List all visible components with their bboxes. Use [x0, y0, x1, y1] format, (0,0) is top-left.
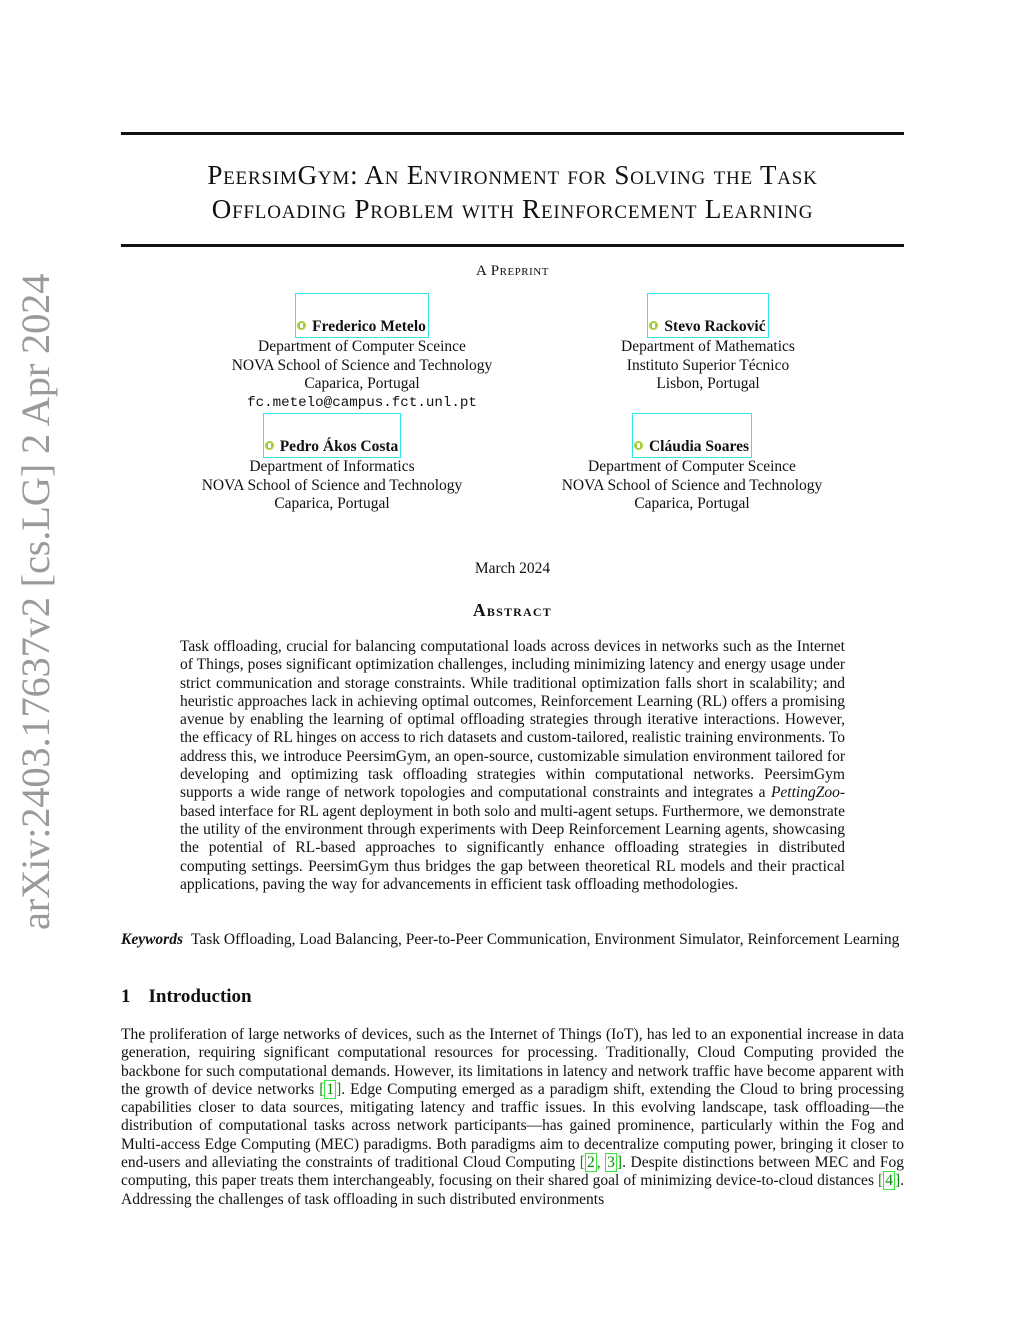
author-block [162, 438, 502, 514]
author-name-link[interactable] [632, 413, 752, 458]
section-title: Introduction [148, 986, 252, 1007]
author-institution: NOVA School of Science and Technology [561, 476, 823, 494]
title-line-1: PeersimGym: An Environment for Solving the Task [207, 160, 818, 190]
author-name: Stevo Racković [664, 318, 766, 335]
intro-text: . Despite distinctions between MEC and Fog computing, this paper treats them interchangeably, focusing on their shared goal of minimizing device-to-cloud distances [121, 1154, 904, 1190]
citation-separator: , [596, 1154, 606, 1172]
citation-bracket: [ 4 ] [878, 1172, 901, 1190]
author-location: Caparica, Portugal [634, 495, 750, 513]
orcid-icon[interactable] [634, 441, 643, 450]
abstract-heading: Abstract [473, 600, 552, 620]
citation-bracket: [ 1 ] [319, 1080, 342, 1098]
author-location: Caparica, Portugal [274, 495, 390, 513]
author-name-link[interactable] [295, 293, 429, 338]
intro-text: . Edge Computing emerged as a paradigm shift, extending the Cloud to bring processing capabilities closer to data sources, mitigating latency and traffic issues. In this evolving landscape, task offloading—the distribution of computational tasks across network participants—has gained prominence, particularly within the Fog and Multi-access Edge Computing (MEC) paradigms. Both paradigms aim to decentralize computing power, bringing it closer to end-users and alleviating the constraints of traditional Cloud Computing [121, 1080, 904, 1172]
keywords-label: Keywords [121, 931, 183, 948]
citation-link[interactable]: 1 [326, 1080, 335, 1098]
author-block [192, 318, 532, 412]
title-line-2: Offloading Problem with Reinforcement Learning [211, 194, 814, 224]
intro-paragraph [121, 1026, 904, 1209]
citation-link[interactable]: 3 [607, 1154, 615, 1172]
author-institution: NOVA School of Science and Technology [201, 476, 463, 494]
author-block [522, 438, 862, 514]
author-dept: Department of Informatics [249, 458, 415, 476]
citation-link[interactable]: 4 [885, 1172, 893, 1190]
citation-bracket: [ 2 , 3 ] [579, 1154, 623, 1172]
citation-link[interactable]: 2 [586, 1154, 595, 1172]
author-name: Pedro Ákos Costa [279, 438, 399, 455]
abstract-text-1: Task offloading, crucial for balancing computational loads across devices in networks such as the Internet of Things, poses significant optimization challenges, including minimizing latency and energy usage under strict communication and storage constraints. While traditional optimization falls short in scalability; and heuristic approaches lack in achieving optimal outcomes, Reinforcement Learning (RL) offers a promising avenue by enabling the learning of optimal offloading strategies through iterative interactions. However, the efficacy of RL hinges on access to rich datasets and custom-tailored, realistic training environments. To address this, we introduce PeersimGym, an open-source, customizable simulation environment tailored for developing and optimizing task offloading strategies within computational networks. PeersimGym supports a wide range of network topologies and computational constraints and integrates a [180, 638, 845, 802]
title-rule-top [121, 132, 904, 135]
author-name: Cláudia Soares [648, 438, 750, 455]
author-name-link[interactable] [647, 293, 768, 338]
title-rule-bottom [121, 244, 904, 247]
orcid-icon[interactable] [265, 441, 274, 450]
author-location: Lisbon, Portugal [656, 375, 760, 393]
abstract-italic: PettingZoo [770, 784, 840, 802]
author-institution: Instituto Superior Técnico [626, 356, 790, 374]
orcid-icon[interactable] [649, 321, 658, 330]
author-dept: Department of Computer Sceince [258, 338, 466, 356]
keywords [121, 931, 904, 949]
orcid-icon[interactable] [297, 321, 306, 330]
author-institution: NOVA School of Science and Technology [231, 356, 493, 374]
author-name-link[interactable] [263, 413, 402, 458]
intro-text: . Addressing the challenges of task offloading in such distributed environments [121, 1172, 904, 1208]
paper-date: March 2024 [474, 560, 551, 577]
author-email[interactable]: fc.metelo@campus.fct.unl.pt [247, 394, 477, 411]
author-block [538, 318, 878, 394]
abstract-text-2: -based interface for RL agent deployment in both solo and multi-agent setups. Furthermore, we demonstrate the utility of the environment through experiments with Deep Reinforcement Learning agents, showcasing the potential of RL-based approaches to significantly enhance offloading strategies in distributed computing settings. PeersimGym thus bridges the gap between theoretical RL models and their practical applications, paving the way for advancements in efficient task offloading methodologies. [180, 784, 845, 893]
keywords-text: Task Offloading, Load Balancing, Peer-to-Peer Communication, Environment Simulator, Reinforcement Learning [191, 931, 900, 948]
intro-text: The proliferation of large networks of devices, such as the Internet of Things (IoT), has led to an exponential increase in data generation, requiring significant computational resources for processing. Traditionally, Cloud Computing provided the backbone for such computational demands. However, its limitations in latency and network traffic have become apparent with the growth of device networks [121, 1026, 904, 1098]
abstract-body [180, 638, 845, 894]
preprint-label: A Preprint [476, 263, 549, 279]
author-dept: Department of Mathematics [621, 338, 795, 356]
section-number: 1 [121, 986, 131, 1007]
arxiv-stamp-text: arXiv:2403.17637v2 [cs.LG] 2 Apr 2024 [13, 273, 58, 930]
paper-title [121, 158, 904, 226]
section-heading [121, 986, 252, 1008]
author-location: Caparica, Portugal [304, 375, 420, 393]
author-name: Frederico Metelo [312, 318, 426, 335]
author-dept: Department of Computer Sceince [588, 458, 796, 476]
arxiv-stamp [12, 273, 60, 930]
